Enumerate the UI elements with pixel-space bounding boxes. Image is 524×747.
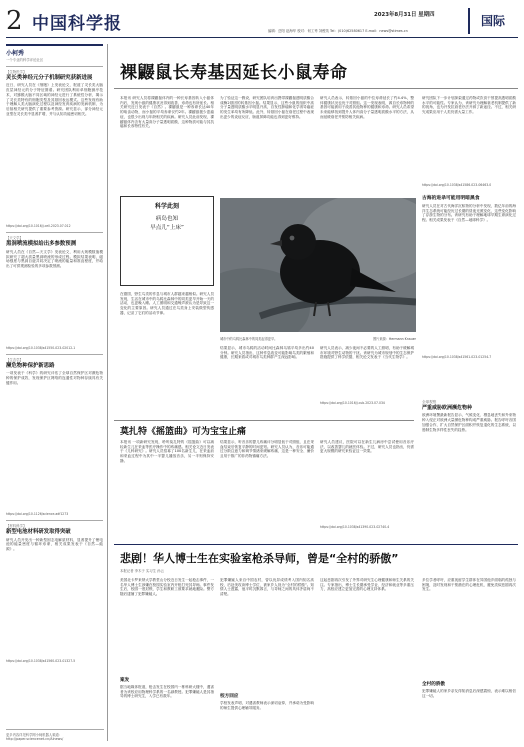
sidebar-article-link[interactable]: https://doi.org/10.1038/s41560-023-01327-5: [6, 658, 76, 663]
sidebar-article-body: 研究人员在《自然—天文学》发表论文，利用大规模数值模拟研究了超大质量黑洞喷流的形成过程。模拟结果表明，磁场强度与黑洞自旋共同决定了喷流的能量和准直程度，并给出了可供观测检验的多项参数预测。: [6, 249, 103, 268]
bird-photo: [220, 198, 416, 332]
right-sidebar-article: [422, 400, 516, 537]
third-subheading: 案发: [120, 678, 130, 683]
right-sidebar-link[interactable]: https://doi.org/10.1038/s41561-023-01254-7: [422, 355, 492, 359]
lead-link[interactable]: https://doi.org/10.1038/s41586-023-06463-0: [422, 183, 492, 187]
sidebar-article-body: 一项发表于《科学》的研究评估了全球自然保护区对濒危物种的保护成效，发现保护区网络的连通性对物种存续具有关键作用。: [6, 371, 103, 385]
sidebar-article: [6, 520, 103, 662]
lead-column: 研究团队下一步计划探索通过药物或饮食干预提高透明质酸水平的可能性。专家认为，该研究为理解衰老机制提供了新的视角，也为开发抗衰老疗法开辟了新途径。不过，相关研究成果应用于人类仍需大量工作。: [422, 96, 516, 115]
third-headline[interactable]: 悲剧！华人博士生在实验室枪杀导师，曾是“全村的骄傲”: [120, 552, 399, 565]
right-sidebar-title[interactable]: 严重威胁欧洲濒危物种: [422, 405, 473, 411]
third-column-text: 多位学者呼吁，应重视留学生群体在异国他乡面临的孤独与困境，及时发现和干预潜在的心理危机，避免类似悲剧再次发生。: [422, 578, 516, 592]
third-column-text: 学校发表声明，对遇害教师表示深切哀悼，并承诺为受影响的师生提供心理辅导服务。: [220, 701, 314, 710]
lead-column: 研究人员表示，转基因小鼠的中位寿命延长了约4.4%，整体健康状况也优于对照组。这一发现表明，源自长寿物种的基因可能被用于改善其他物种的健康和寿命。研究人员希望未来能够找到提升人体内高分子量透明质酸水平的方法，从而延缓衰老并预防相关疾病。: [320, 96, 414, 119]
page-number: 2: [6, 6, 23, 36]
feature-link[interactable]: https://doi.org/10.1016/j.cub.2023.07.034: [320, 401, 385, 405]
right-sidebar-tag: 全球观察: [422, 400, 437, 404]
third-column-text: 美国北卡罗来纳大学教堂山分校近日发生一起枪击事件，一名华人博士生涉嫌在校园实验室内开枪打死其导师。事件发生后，校园一度封锁，学生和教职工被要求就地避险。警方随后逮捕了犯罪嫌疑人。: [120, 578, 214, 597]
sidebar-article: [6, 66, 103, 228]
third-column: 这起悲剧再次引发了外界对研究生心理健康和师生关系的关注。专家指出，博士生长期承受学业、经济和就业等多重压力，高校应建立更加完善的心理支持体系。: [320, 578, 414, 592]
third-column-text: 据当地媒体报道，枪击发生在校园内一栋科研大楼中，遇害者为该校应用物理科学系的一名副教授。犯罪嫌疑人是其指导的博士研究生，入学已有数年。: [120, 685, 214, 699]
third-column: [220, 578, 314, 740]
lead-divider: [114, 88, 518, 89]
third-subheading: 校方回应: [220, 694, 239, 699]
second-link[interactable]: https://doi.org/10.1038/s41390-023-02740-4: [320, 525, 390, 529]
sidebar-article-title[interactable]: 濒危物种保护新思路: [6, 362, 55, 369]
right-sidebar-article: [422, 196, 516, 359]
sidebar-heading: 小柯秀: [6, 44, 103, 57]
sidebar-article-tag: 【天文学】: [6, 236, 23, 241]
third-subheading: 全村的骄傲: [422, 682, 445, 687]
second-divider: [114, 420, 414, 421]
feature-title-line1: 病岛也知: [155, 216, 179, 222]
bird-head: [280, 224, 316, 260]
feature-title[interactable]: [125, 215, 209, 233]
third-divider: [114, 544, 518, 545]
right-sidebar-body: 欧洲环境署最新报告显示，气候变化、栖息地丧失和外来物种入侵正对欧洲大量濒危物种构成严重威胁。报告呼吁各国加强合作，扩大自然保护区面积并恢复退化的生态系统，以遏制生物多样性丧失的趋势。: [422, 413, 516, 432]
sidebar-article-title[interactable]: 灵长类神经元分子机制研究获新进展: [6, 75, 93, 81]
sidebar-article-link[interactable]: https://doi.org/10.1016/j.cell.2023.07.012: [6, 224, 71, 229]
sidebar-subheading: 一个专业的科学评论社区: [6, 58, 44, 62]
third-column-text: 犯罪嫌疑人来自中国农村，曾以优异成绩考入国内知名高校，后赴美攻读博士学位，被家乡人视为“全村的骄傲”。知情人士透露，他平时沉默寡言，与导师之间的具体矛盾尚不清楚。: [220, 578, 314, 597]
feature-column: 结果显示，城市乌鸫的活动时间比森林乌鸫平均多出约40分钟。研究人员指出，这种作息改变可能影响鸟类的繁殖和健康，长期来看或对城市鸟类种群产生深远影响。: [220, 346, 314, 360]
sidebar-article-link[interactable]: https://doi.org/10.1038/s41550-023-02012-1: [6, 345, 76, 350]
lead-column: 本报讯 研究人员将裸鼹鼠体内的一种长寿基因转入小鼠体内后，发现小鼠的健康状况得到改善，寿命也有所延长。相关研究近日发表于《自然》。裸鼹鼠是一种寿命长达40年的啮齿动物，而小鼠的平均寿命仅约2年。裸鼹鼠极少患癌症，也很少出现与年龄相关的疾病。研究人员此前发现，裸鼹鼠体内含有大量高分子量透明质酸，这种物质可能与其抗癌和长寿特性有关。: [120, 96, 214, 129]
sidebar-article-tag: 【生物医学】: [6, 70, 27, 74]
sidebar-footer: 更多内容详见科学网小柯机器人频道：http://paper.sciencenet.cn/AInews/: [6, 729, 104, 741]
sidebar-article-title[interactable]: 黑洞喷流模拟给出多参数预测: [6, 241, 77, 248]
third-column: [120, 578, 214, 740]
photo-caption: 城市中的乌鸫比森林中的同类起得更早。: [220, 337, 278, 341]
second-column: 研究人员建议，医院可以在新生儿病房中尝试使用音乐疗法，以改善婴儿的就医体验。不过，研究人员也指出，仍需更大规模的研究来验证这一效果。: [320, 440, 414, 454]
right-sidebar-body: 研究人员在对古代海洋沉积物的分析中发现，数亿年前的海洋生态系统可能经历过长期的昼夜光照变化，这些变化影响了浮游生物的分布。该研究有助于理解地球早期生命演化过程。相关成果发表于《自然—地球科学》。: [422, 204, 516, 223]
left-sidebar: [6, 44, 108, 741]
third-byline: 本报记者 李木子 实习生 孙云: [120, 569, 164, 573]
feature-column: 在德国，野生鸟类的作息与城市人群越来越相似。研究人员发现，生活在城市中的乌鸫比森林中的同类更早开始一天的活动，也更晚入睡。人工照明和交通噪声被认为是导致这一变化的主要原因。研究人员通过在鸟类身上安装微型传感器，记录了它们的活动节律。: [120, 292, 214, 315]
right-sidebar-title[interactable]: 古海的进录可能用明暗黑食: [422, 196, 480, 201]
feature-title-line2: 早点儿“上床”: [150, 225, 184, 231]
feature-tag: 科学此刻: [154, 203, 179, 210]
sidebar-article-tag: 【材料科学】: [6, 524, 27, 529]
feature-box: [120, 196, 214, 286]
sidebar-article-title[interactable]: 新型电池材料研发取得突破: [6, 529, 71, 536]
lead-headline[interactable]: 裸鼹鼠长寿基因延长小鼠寿命: [120, 63, 348, 83]
sidebar-article: [6, 354, 103, 516]
sidebar-article-body: 研究人员开发出一种新型固态电解质材料，显著提升了锂电池的能量密度与循环寿命，相关成果发表于《自然—能源》。: [6, 537, 103, 552]
feature-column: 研究人员表示，减少夜间不必要的人工照明，有助于缓解城市环境对野生动物的干扰。该研究为城市规划中的生态保护措施提供了科学依据，相关论文发表于《当代生物学》。: [320, 346, 414, 360]
third-column: [422, 578, 516, 740]
blackbird-illustration: [220, 198, 416, 332]
third-column-text: 犯罪嫌疑人的家乡亲友得知消息后深感震惊，表示难以相信这一切。: [422, 689, 516, 698]
sidebar-article-link[interactable]: https://doi.org/10.1126/science.adf1273: [6, 512, 69, 517]
second-headline[interactable]: 莫扎特《摇篮曲》可为宝宝止痛: [120, 427, 247, 437]
section-label: 国际: [468, 8, 516, 34]
sidebar-article-body: 近日，研究人员在《细胞》上发表论文，报道了灵长类大脑皮层神经元的分子特征图谱。研究团队利用单细胞测序技术，对猕猴大脑不同区域的神经元进行了系统性分析，揭示了灵长类特有的细胞类型及其基因表达模式。这些发现有助于理解人类大脑演化过程以及神经发育疾病的发病机制，为后续相关研究提供了重要参考资源。研究显示，部分神经元亚型在灵长类中显著扩增，并与认知功能密切相关。: [6, 83, 103, 116]
photo-credit: 图片来源：Hermann Knauer: [372, 337, 416, 341]
second-column: 结果显示，听音乐的婴儿疼痛评分明显低于对照组，且在采血结束后恢复平静的时间更短。研究人员认为，音乐可能通过分散注意力和调节情绪来缓解疼痛，这是一种安全、廉价且易于推广的非药物镇痛方法。: [220, 440, 314, 459]
issue-date: 2023年8月31日 星期四: [374, 12, 435, 18]
page-header: [6, 6, 518, 38]
lead-column: 为了验证这一假设，研究团队培育出携带裸鼹鼠透明质酸合成酶2基因的转基因小鼠。结果显示，这些小鼠的组织中高分子量透明质酸水平明显升高，自发性肿瘤和化学诱导癌症的发生率均有所降低。此外，转基因小鼠在衰老过程中表现出更少的炎症反应，肠道屏障功能也得到更好维持。: [220, 96, 314, 119]
bird-eye: [290, 236, 295, 241]
sidebar-article-tag: 【生态学】: [6, 357, 23, 362]
editor-info: 编辑：岳阳 赵海华 校对：何工秀 刘俊英 Tel：(010)62580617 E-mail：news@stimes.cn: [268, 29, 408, 33]
second-column: 本报讯 一项新研究发现，聆听莫扎特的《摇篮曲》可以减轻新生儿在采血等医疗操作中的疼痛感。相关论文近日发表于《儿科研究》。研究人员招募了100名新生儿，在采血前和采血过程中为其中一半婴儿播放音乐，另一半则保持安静。: [120, 440, 214, 463]
masthead: 中国科学报: [32, 14, 122, 34]
sidebar-article: [6, 232, 103, 349]
photo-caption-row: [220, 336, 416, 341]
